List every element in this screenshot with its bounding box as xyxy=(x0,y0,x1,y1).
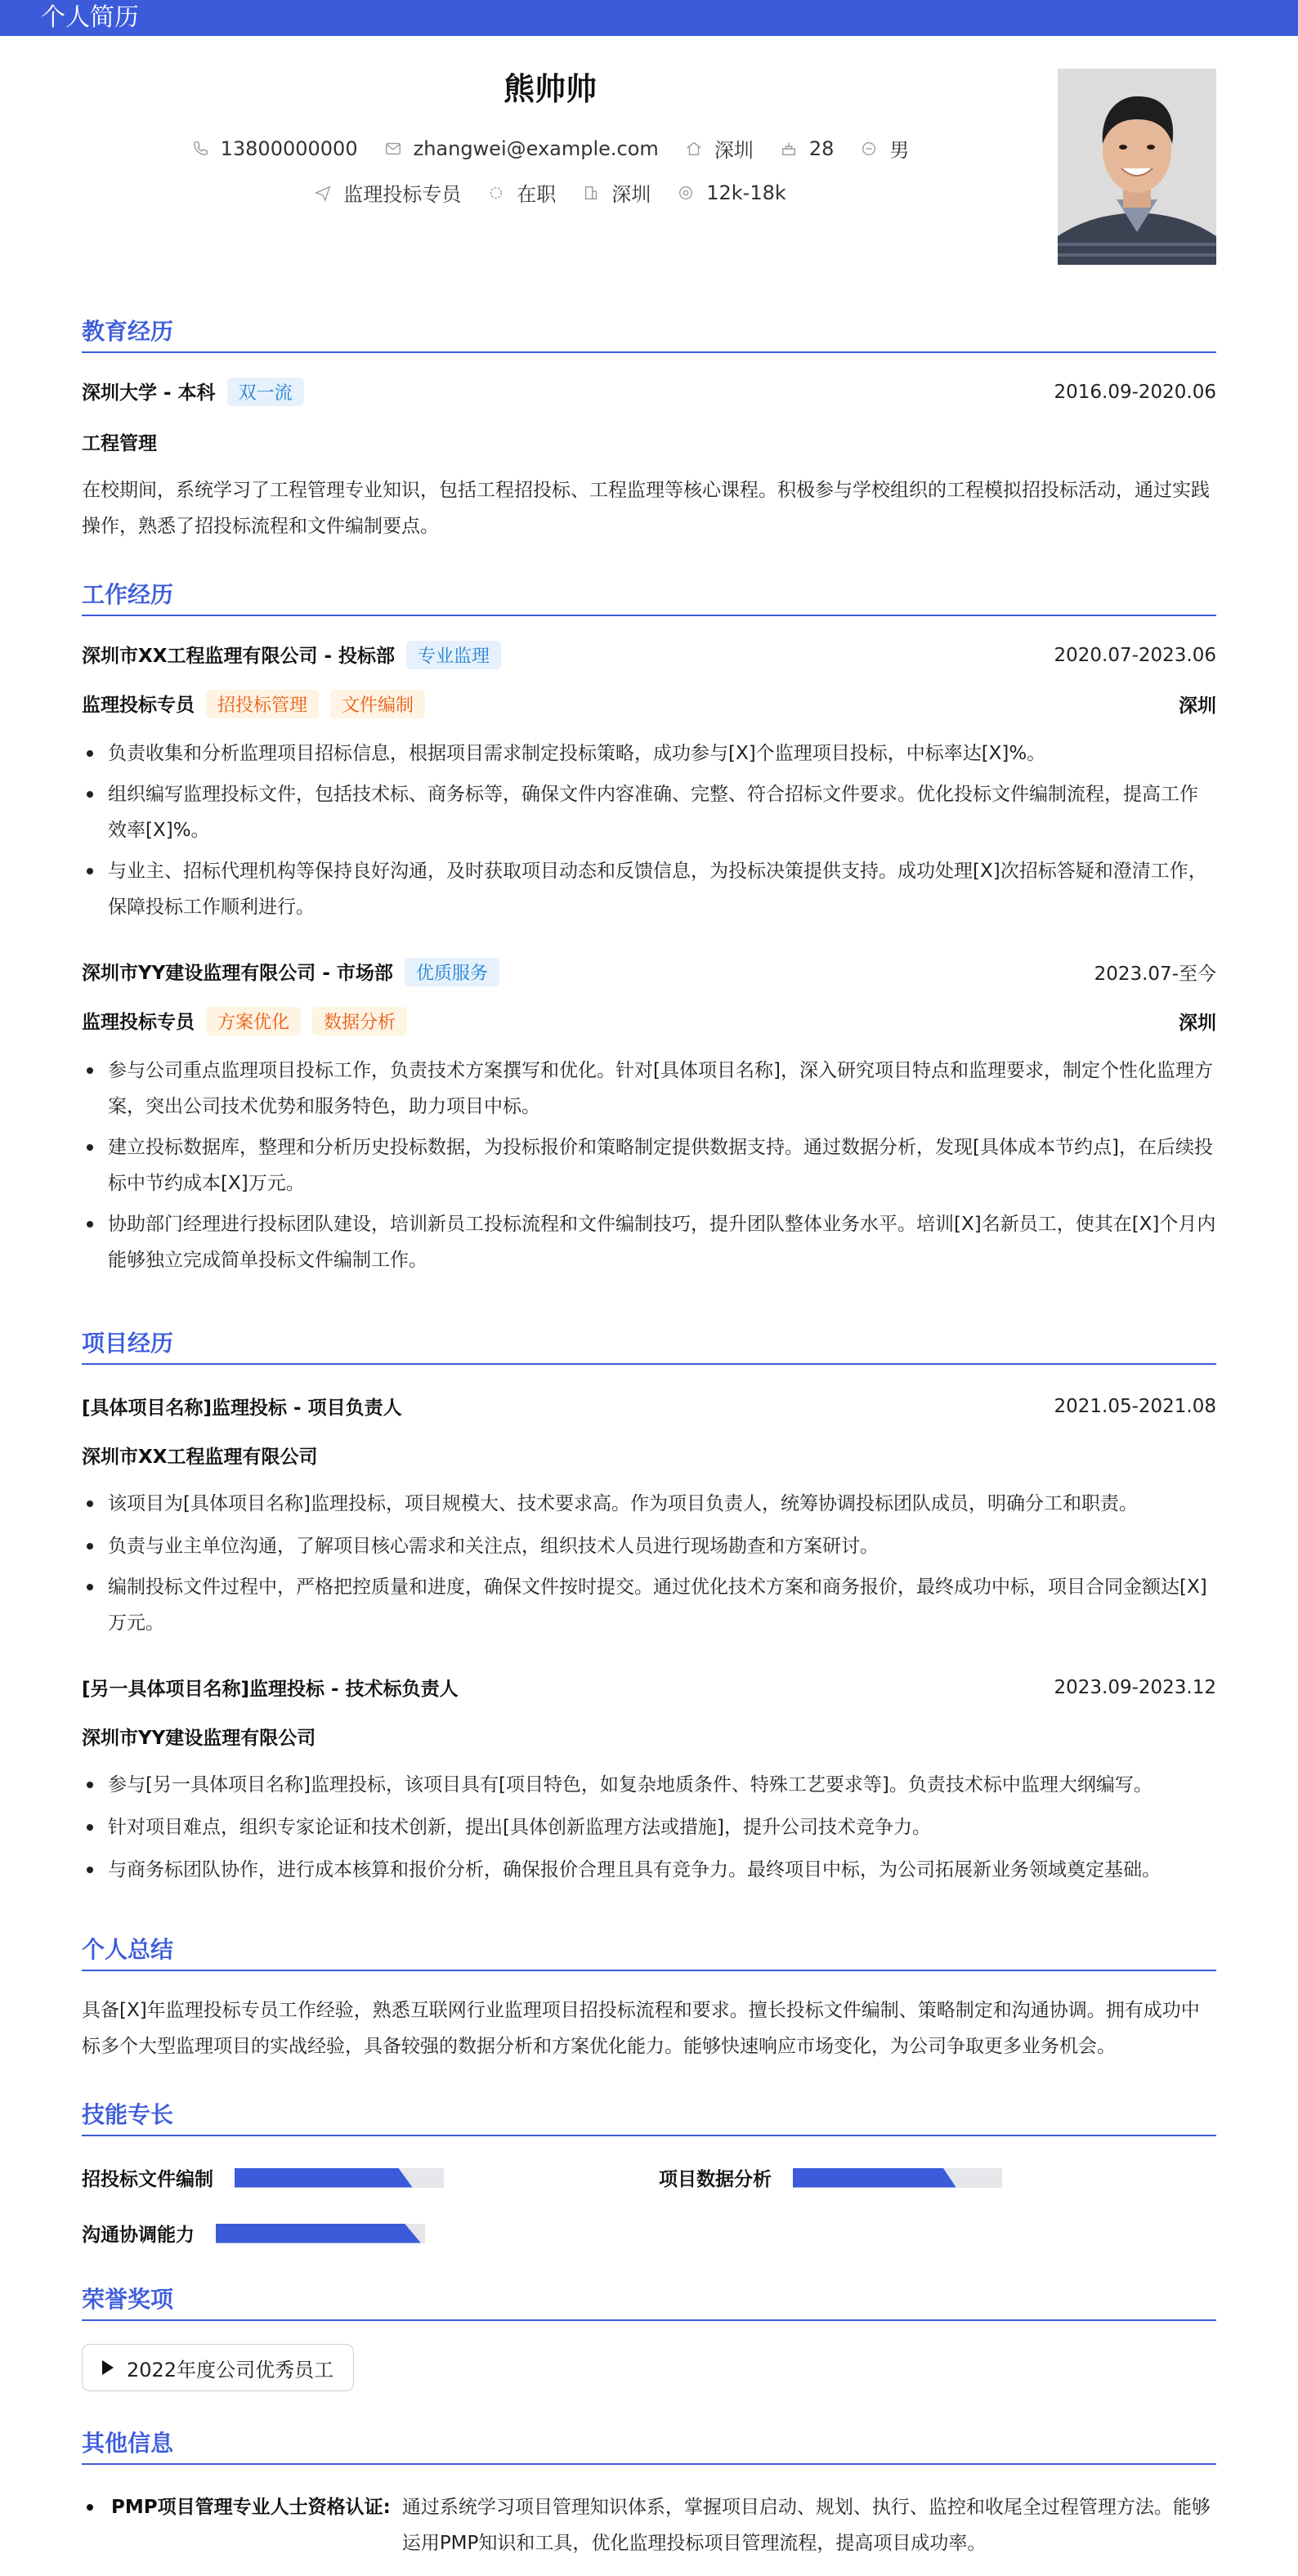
work-2-company: 深圳市YY建设监理有限公司 - 市场部 xyxy=(82,963,393,984)
skill-2-bar xyxy=(793,2168,1002,2188)
project-section xyxy=(82,1326,1216,1365)
work-1-bullet-1: 负责收集和分析监理项目招标信息，根据项目需求制定投标策略，成功参与[X]个监理项目投标，中标率达[X]%。 xyxy=(82,736,1216,771)
gender-item xyxy=(860,134,909,163)
mail-icon xyxy=(384,140,402,158)
work-1-tag: 专业监理 xyxy=(406,641,501,669)
age-item xyxy=(780,137,835,160)
work-1-city: 深圳 xyxy=(1179,695,1216,717)
project-2-bullet-1: 参与[另一具体项目名称]监理投标，该项目具有[项目特色，如复杂地质条件、特殊工艺要求等]。负责技术标中监理大纲编写。 xyxy=(82,1767,1216,1803)
project-2-header xyxy=(82,1674,1216,1701)
work-1-role-row xyxy=(82,690,1216,718)
work-1-skill-tag-2: 文件编制 xyxy=(330,690,425,718)
project-2-bullet-2: 针对项目难点，组织专家论证和技术创新，提出[具体创新监理方法或措施]，提升公司技术竞争力。 xyxy=(82,1809,1216,1845)
work-1-role-line xyxy=(82,690,425,718)
email-address: zhangwei@example.com xyxy=(413,136,659,160)
summary-heading: 个人总结 xyxy=(82,1932,1216,1971)
resume-title: 个人简历 xyxy=(41,3,139,32)
work-2-role-line xyxy=(82,1007,407,1035)
summary-section xyxy=(82,1932,1216,1971)
work-2-city: 深圳 xyxy=(1179,1013,1216,1034)
target-city: 深圳 xyxy=(611,183,651,206)
work-1-company-line xyxy=(82,641,501,669)
education-heading: 教育经历 xyxy=(82,314,1216,353)
work-1-role: 监理投标专员 xyxy=(82,695,195,716)
project-1-company-row xyxy=(82,1442,1216,1469)
summary-text: 具备[X]年监理投标专员工作经验，熟悉互联网行业监理项目招投标流程和要求。擅长投标文件编制、策略制定和沟通协调。拥有成功中标多个大型监理项目的实战经验，具备较强的数据分析和方案优化能力。能够快速响应市场变化，为公司争取更多业务机会。 xyxy=(82,2000,1200,2057)
work-2-skill-tag-2: 数据分析 xyxy=(312,1007,407,1035)
play-icon xyxy=(102,2360,114,2375)
work-2-role: 监理投标专员 xyxy=(82,1012,195,1033)
building-icon xyxy=(582,184,600,202)
salary-item xyxy=(677,181,786,204)
status-icon xyxy=(487,184,505,202)
education-date: 2016.09-2020.06 xyxy=(1054,381,1216,403)
other-heading: 其他信息 xyxy=(82,2426,1216,2465)
status-item xyxy=(487,178,556,207)
skill-3-bar xyxy=(216,2224,425,2243)
cake-icon xyxy=(780,140,798,158)
skill-3-name: 沟通协调能力 xyxy=(82,2225,195,2246)
work-2-header xyxy=(82,958,1216,986)
work-2-bullet-2: 建立投标数据库，整理和分析历史投标数据，为投标报价和策略制定提供数据支持。通过数据分析，发现[具体成本节约点]，在后续投标中节约成本[X]万元。 xyxy=(82,1129,1216,1201)
skills-heading: 技能专长 xyxy=(82,2097,1216,2136)
skill-2 xyxy=(659,2164,1002,2191)
bullet-dot xyxy=(87,2504,93,2511)
other-item-1 xyxy=(82,2489,1216,2561)
education-major xyxy=(82,428,1216,455)
avatar-image xyxy=(1058,69,1216,265)
project-1-bullet-2: 负责与业主单位沟通，了解项目核心需求和关注点，组织技术人员进行现场勘查和方案研讨。 xyxy=(82,1528,1216,1564)
project-1-header xyxy=(82,1393,1216,1420)
project-1-bullet-1: 该项目为[具体项目名称]监理投标，项目规模大、技术要求高。作为项目负责人，统筹协调投标团队成员，明确分工和职责。 xyxy=(82,1486,1216,1522)
skill-3-fill xyxy=(216,2224,421,2243)
project-2-title: [另一具体项目名称]监理投标 - 技术标负责人 xyxy=(82,1679,459,1700)
education-description: 在校期间，系统学习了工程管理专业知识，包括工程招投标、工程监理等核心课程。积极参与学校组织的工程模拟招投标活动，通过实践操作，熟悉了招投标流程和文件编制要点。 xyxy=(82,480,1210,537)
job-status: 在职 xyxy=(517,183,557,206)
work-1-bullet-3: 与业主、招标代理机构等保持良好沟通，及时获取项目动态和反馈信息，为投标决策提供支持。成功处理[X]次招标答疑和澄清工作，保障投标工作顺利进行。 xyxy=(82,853,1216,925)
work-2-date: 2023.07-至今 xyxy=(1094,964,1216,985)
award-label: 2022年度公司优秀员工 xyxy=(127,2358,334,2381)
major-name: 工程管理 xyxy=(82,433,157,454)
phone-icon xyxy=(191,140,209,158)
age: 28 xyxy=(808,136,835,160)
project-1-company: 深圳市XX工程监理有限公司 xyxy=(82,1447,318,1468)
project-1-bullet-3: 编制投标文件过程中，严格把控质量和进度，确保文件按时提交。通过优化技术方案和商务报价，最终成功中标，项目合同金额达[X]万元。 xyxy=(82,1569,1216,1641)
school-name: 深圳大学 - 本科 xyxy=(82,382,216,404)
work-heading: 工作经历 xyxy=(82,577,1216,616)
work-2-bullet-3: 协助部门经理进行投标团队建设，培训新员工投标流程和文件编制技巧，提升团队整体业务水平。培训[X]名新员工，使其在[X]个月内能够独立完成简单投标文件编制工作。 xyxy=(82,1206,1216,1278)
work-1-company: 深圳市XX工程监理有限公司 - 投标部 xyxy=(82,646,396,667)
work-2-bullet-1: 参与公司重点监理项目投标工作，负责技术方案撰写和优化。针对[具体项目名称]，深入研究项目特点和监理要求，制定个性化监理方案，突出公司技术优势和服务特色，助力项目中标。 xyxy=(82,1053,1216,1125)
school-tag: 双一流 xyxy=(227,378,304,406)
work-2-company-line xyxy=(82,958,499,986)
certification-label: PMP项目管理专业人士资格认证: xyxy=(111,2497,391,2518)
work-1-bullet-2: 组织编写监理投标文件，包括技术标、商务标等，确保文件内容准确、完整、符合招标文件要求。优化投标文件编制流程，提高工作效率[X]%。 xyxy=(82,776,1216,848)
skill-3 xyxy=(82,2220,425,2247)
project-1-date: 2021.05-2021.08 xyxy=(1054,1395,1216,1417)
work-2-skill-tag-1: 方案优化 xyxy=(206,1007,301,1035)
profile-photo xyxy=(1058,69,1216,265)
job-title: 监理投标专员 xyxy=(343,183,462,206)
education-section xyxy=(82,314,1216,353)
phone-item xyxy=(191,137,358,160)
gender-icon xyxy=(860,140,878,158)
job-item xyxy=(314,178,461,207)
work-1-date: 2020.07-2023.06 xyxy=(1054,644,1216,666)
phone-number: 13800000000 xyxy=(220,136,358,160)
honors-section xyxy=(82,2282,1216,2321)
project-2-bullet-3: 与商务标团队协作，进行成本核算和报价分析，确保报价合理且具有竞争力。最终项目中标，为公司拓展新业务领域奠定基础。 xyxy=(82,1852,1216,1888)
coin-icon xyxy=(677,184,695,202)
skill-1-bar xyxy=(235,2168,444,2188)
city-item xyxy=(582,178,651,207)
contact-row xyxy=(0,134,1100,163)
education-header-row xyxy=(82,378,1216,406)
education-school-line xyxy=(82,378,304,406)
award-item[interactable] xyxy=(82,2344,354,2391)
honors-heading: 荣誉奖项 xyxy=(82,2282,1216,2321)
skill-1-name: 招投标文件编制 xyxy=(82,2169,213,2190)
home-icon xyxy=(685,140,703,158)
project-2-date: 2023.09-2023.12 xyxy=(1054,1676,1216,1698)
email-item xyxy=(384,137,659,160)
top-bar xyxy=(0,0,1298,36)
skill-1-fill xyxy=(235,2168,413,2188)
project-2-company: 深圳市YY建设监理有限公司 xyxy=(82,1728,316,1749)
project-1-title: [具体项目名称]监理投标 - 项目负责人 xyxy=(82,1398,402,1419)
certification-text: 通过系统学习项目管理知识体系，掌握项目启动、规划、执行、监控和收尾全过程管理方法。能够运用PMP知识和工具，优化监理投标项目管理流程，提高项目成功率。 xyxy=(401,2497,1211,2554)
skill-2-fill xyxy=(793,2168,956,2188)
other-section xyxy=(82,2426,1216,2465)
gender: 男 xyxy=(889,139,910,162)
work-2-role-row xyxy=(82,1007,1216,1035)
project-2-company-row xyxy=(82,1723,1216,1750)
hometown-item xyxy=(685,134,754,163)
expected-salary: 12k-18k xyxy=(706,181,786,204)
skill-2-name: 项目数据分析 xyxy=(659,2169,772,2190)
work-section xyxy=(82,577,1216,616)
hometown: 深圳 xyxy=(714,139,754,162)
job-row xyxy=(0,178,1100,207)
skill-1 xyxy=(82,2164,444,2191)
candidate-name: 熊帅帅 xyxy=(503,71,597,107)
work-1-header xyxy=(82,641,1216,669)
work-1-skill-tag-1: 招投标管理 xyxy=(206,690,319,718)
work-2-tag: 优质服务 xyxy=(405,958,499,986)
skills-section xyxy=(82,2097,1216,2136)
project-heading: 项目经历 xyxy=(82,1326,1216,1365)
send-icon xyxy=(314,184,332,202)
